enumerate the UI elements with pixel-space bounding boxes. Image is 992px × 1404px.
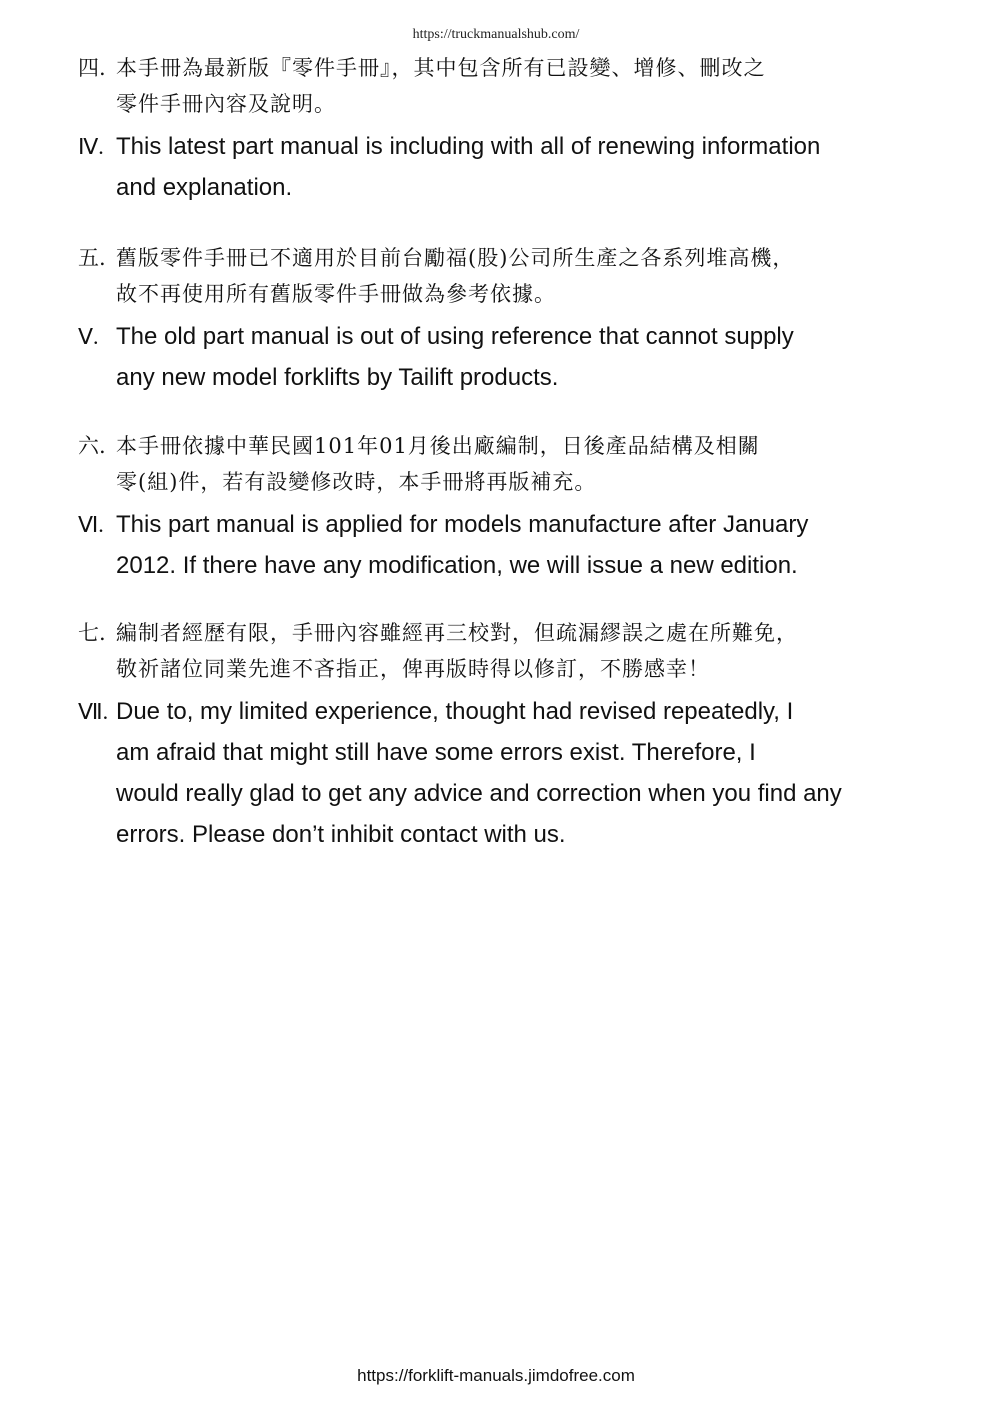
section-en-paragraph bbox=[78, 316, 968, 398]
section-6 bbox=[78, 428, 968, 586]
section-en-number: Ⅵ. bbox=[78, 512, 104, 537]
section-en-paragraph bbox=[78, 126, 968, 208]
section-zh-number: 七. bbox=[78, 621, 106, 645]
section-en-text: Due to, my limited experience, thought had revised repeatedly, I am afraid that might still have some errors exist. Therefore, I would really glad to get any advice and correction when you find any errors. Please don’t inhibit contact with us. bbox=[116, 698, 842, 848]
section-en-text: This latest part manual is including with all of renewing information and explanation. bbox=[116, 133, 821, 201]
section-zh-paragraph bbox=[78, 50, 968, 122]
section-en-paragraph bbox=[78, 691, 968, 855]
section-zh-text: 本手冊依據中華民國101年01月後出廠編制，日後產品結構及相關 零(組)件，若有設變修改時，本手冊將再版補充。 bbox=[116, 434, 760, 494]
section-7 bbox=[78, 615, 968, 855]
section-en-paragraph bbox=[78, 504, 968, 586]
section-zh-number: 六. bbox=[78, 434, 106, 458]
section-zh-text: 本手冊為最新版『零件手冊』，其中包含所有已設變、增修、刪改之 零件手冊內容及說明。 bbox=[116, 56, 766, 116]
section-zh-number: 四. bbox=[78, 56, 106, 80]
header-url: https://truckmanualshub.com/ bbox=[412, 27, 580, 42]
section-zh-number: 五. bbox=[78, 246, 106, 270]
footer-url: https://forklift-manuals.jimdofree.com bbox=[357, 1366, 635, 1385]
section-zh-paragraph bbox=[78, 240, 968, 312]
section-en-number: Ⅶ. bbox=[78, 699, 109, 724]
section-zh-text: 編制者經歷有限，手冊內容雖經再三校對，但疏漏繆誤之處在所難免， 敬祈諸位同業先進不吝指正，俾再版時得以修訂，不勝感幸！ bbox=[116, 621, 798, 681]
section-4 bbox=[78, 50, 968, 208]
section-en-number: Ⅴ. bbox=[78, 324, 99, 349]
section-5 bbox=[78, 240, 968, 398]
section-en-text: The old part manual is out of using reference that cannot supply any new model forklifts by Tailift products. bbox=[116, 323, 794, 391]
section-en-number: Ⅳ. bbox=[78, 134, 104, 159]
section-zh-text: 舊版零件手冊已不適用於目前台勵福(股)公司所生產之各系列堆高機， 故不再使用所有舊版零件手冊做為參考依據。 bbox=[116, 246, 795, 306]
section-zh-paragraph bbox=[78, 428, 968, 500]
section-en-text: This part manual is applied for models manufacture after January 2012. If there have any modification, we will issue a new edition. bbox=[116, 511, 809, 579]
section-zh-paragraph bbox=[78, 615, 968, 687]
